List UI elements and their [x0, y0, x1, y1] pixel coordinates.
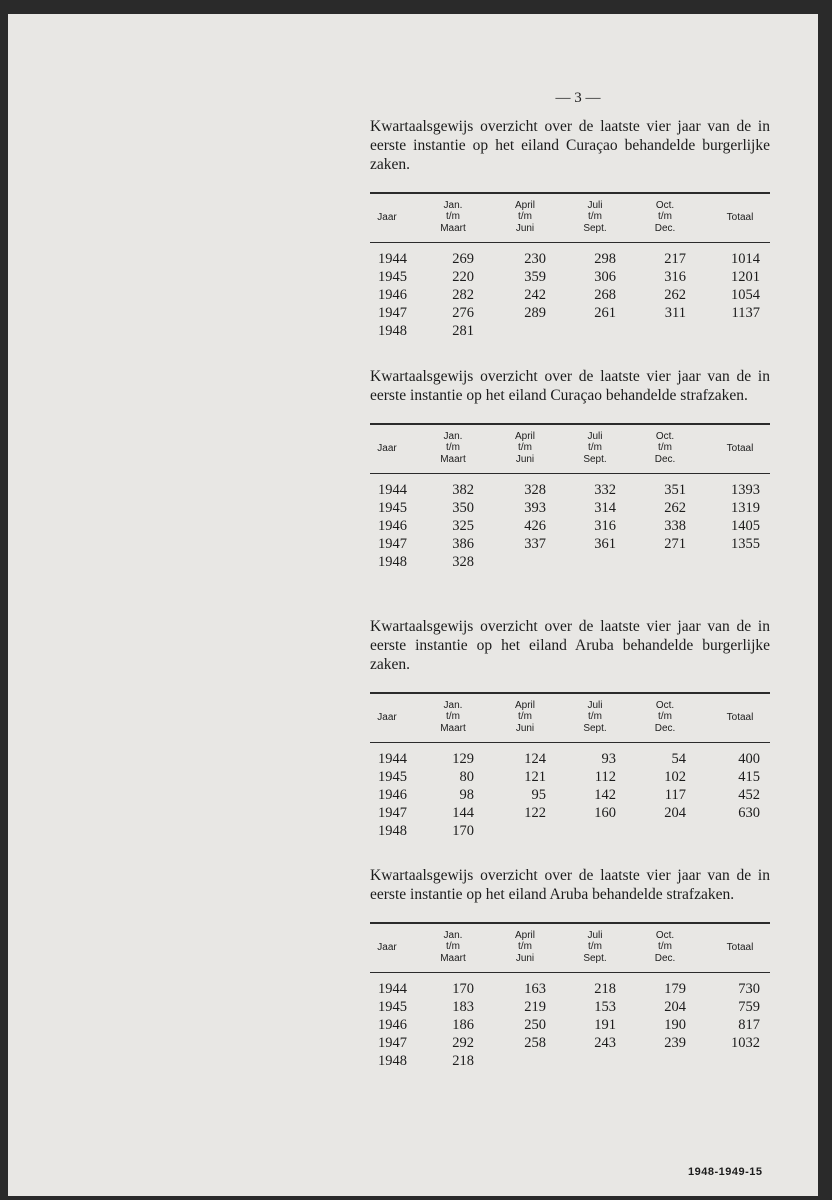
cell-total: 1201 — [731, 269, 760, 285]
table-row — [370, 1017, 770, 1035]
cell-year: 1948 — [378, 554, 407, 570]
cell-year: 1944 — [378, 981, 407, 997]
table-row — [370, 323, 770, 341]
header-q2: April t/m Juni — [514, 199, 535, 234]
cell-q4: 102 — [664, 769, 686, 785]
cell-year: 1944 — [378, 751, 407, 767]
cell-q4: 179 — [664, 981, 686, 997]
cell-q4: 217 — [664, 251, 686, 267]
cell-year: 1948 — [378, 823, 407, 839]
table-row — [370, 305, 770, 323]
section-aruba-criminal — [370, 866, 770, 1071]
data-table — [370, 423, 770, 572]
cell-q1: 281 — [452, 323, 474, 339]
table-row — [370, 482, 770, 500]
cell-year: 1947 — [378, 1035, 407, 1051]
table-row — [370, 518, 770, 536]
cell-q1: 325 — [452, 518, 474, 534]
table-body — [370, 243, 770, 341]
page-number: — 3 — — [555, 90, 601, 106]
cell-year: 1948 — [378, 1053, 407, 1069]
cell-total: 1393 — [731, 482, 760, 498]
cell-q4: 204 — [664, 999, 686, 1015]
cell-q1: 170 — [452, 981, 474, 997]
table-row — [370, 536, 770, 554]
cell-q4: 204 — [664, 805, 686, 821]
cell-q2: 95 — [531, 787, 546, 803]
header-q3: Juli t/m Sept. — [583, 929, 607, 964]
cell-q1: 186 — [452, 1017, 474, 1033]
cell-q4: 262 — [664, 500, 686, 516]
header-q4: Oct. t/m Dec. — [654, 430, 676, 465]
header-q3: Juli t/m Sept. — [583, 199, 607, 234]
header-q3: Juli t/m Sept. — [583, 699, 607, 734]
cell-q2: 337 — [524, 536, 546, 552]
cell-q3: 361 — [594, 536, 616, 552]
cell-year: 1947 — [378, 536, 407, 552]
cell-q4: 316 — [664, 269, 686, 285]
table-row — [370, 787, 770, 805]
cell-q3: 243 — [594, 1035, 616, 1051]
table-header — [370, 194, 770, 242]
header-q2: April t/m Juni — [514, 430, 535, 465]
section-curacao-civil — [370, 117, 770, 341]
cell-year: 1946 — [378, 287, 407, 303]
cell-year: 1946 — [378, 518, 407, 534]
section-curacao-criminal — [370, 367, 770, 572]
cell-q1: 328 — [452, 554, 474, 570]
cell-year: 1948 — [378, 323, 407, 339]
cell-q1: 386 — [452, 536, 474, 552]
cell-q2: 250 — [524, 1017, 546, 1033]
header-q4: Oct. t/m Dec. — [654, 199, 676, 234]
table-row — [370, 1035, 770, 1053]
cell-year: 1947 — [378, 305, 407, 321]
cell-total: 759 — [738, 999, 760, 1015]
cell-q3: 93 — [601, 751, 616, 767]
header-q4: Oct. t/m Dec. — [654, 929, 676, 964]
cell-q4: 239 — [664, 1035, 686, 1051]
cell-q1: 144 — [452, 805, 474, 821]
cell-q2: 359 — [524, 269, 546, 285]
cell-q1: 218 — [452, 1053, 474, 1069]
cell-total: 1054 — [731, 287, 760, 303]
data-table — [370, 192, 770, 341]
cell-total: 1405 — [731, 518, 760, 534]
table-row — [370, 751, 770, 769]
header-q2: April t/m Juni — [514, 929, 535, 964]
table-row — [370, 251, 770, 269]
cell-q1: 292 — [452, 1035, 474, 1051]
header-total: Totaal — [726, 711, 754, 723]
cell-q2: 230 — [524, 251, 546, 267]
table-row — [370, 269, 770, 287]
header-q1: Jan. t/m Maart — [440, 929, 466, 964]
cell-q1: 382 — [452, 482, 474, 498]
cell-q3: 314 — [594, 500, 616, 516]
table-row — [370, 554, 770, 572]
section-aruba-civil — [370, 617, 770, 841]
cell-q3: 268 — [594, 287, 616, 303]
cell-q4: 117 — [664, 787, 686, 803]
header-total: Totaal — [726, 941, 754, 953]
cell-q3: 298 — [594, 251, 616, 267]
cell-q1: 276 — [452, 305, 474, 321]
cell-total: 400 — [738, 751, 760, 767]
cell-year: 1944 — [378, 251, 407, 267]
table-header — [370, 694, 770, 742]
cell-total: 415 — [738, 769, 760, 785]
table-row — [370, 500, 770, 518]
cell-q3: 160 — [594, 805, 616, 821]
cell-q4: 190 — [664, 1017, 686, 1033]
cell-total: 452 — [738, 787, 760, 803]
cell-year: 1945 — [378, 769, 407, 785]
header-q1: Jan. t/m Maart — [440, 430, 466, 465]
cell-total: 817 — [738, 1017, 760, 1033]
cell-q3: 306 — [594, 269, 616, 285]
header-total: Totaal — [726, 442, 754, 454]
cell-q1: 220 — [452, 269, 474, 285]
cell-q2: 121 — [524, 769, 546, 785]
header-year: Jaar — [377, 442, 397, 454]
cell-q2: 258 — [524, 1035, 546, 1051]
table-row — [370, 1053, 770, 1071]
section-caption: Kwartaalsgewijs overzicht over de laatste vier jaar van de in eerste instantie op het eiland Aruba behandelde strafzaken. — [370, 867, 770, 903]
document-page — [8, 14, 818, 1196]
cell-year: 1945 — [378, 999, 407, 1015]
table-header — [370, 924, 770, 972]
cell-year: 1946 — [378, 787, 407, 803]
table-header — [370, 425, 770, 473]
cell-q1: 350 — [452, 500, 474, 516]
cell-total: 730 — [738, 981, 760, 997]
cell-q3: 142 — [594, 787, 616, 803]
cell-total: 1032 — [731, 1035, 760, 1051]
cell-q2: 219 — [524, 999, 546, 1015]
cell-q2: 328 — [524, 482, 546, 498]
header-q4: Oct. t/m Dec. — [654, 699, 676, 734]
cell-q2: 124 — [524, 751, 546, 767]
table-body — [370, 743, 770, 841]
section-caption: Kwartaalsgewijs overzicht over de laatste vier jaar van de in eerste instantie op het eiland Aruba behandelde burgerlijke zaken. — [370, 618, 770, 673]
cell-q4: 338 — [664, 518, 686, 534]
table-body — [370, 973, 770, 1071]
footer-code: 1948-1949-15 — [688, 1166, 763, 1178]
cell-q3: 316 — [594, 518, 616, 534]
cell-q4: 271 — [664, 536, 686, 552]
cell-q3: 218 — [594, 981, 616, 997]
header-year: Jaar — [377, 941, 397, 953]
section-caption: Kwartaalsgewijs overzicht over de laatste vier jaar van de in eerste instantie op het eiland Curaçao behandelde strafzaken. — [370, 368, 770, 404]
table-row — [370, 999, 770, 1017]
cell-year: 1944 — [378, 482, 407, 498]
cell-q1: 183 — [452, 999, 474, 1015]
cell-total: 1137 — [731, 305, 760, 321]
cell-q1: 80 — [459, 769, 474, 785]
cell-q2: 122 — [524, 805, 546, 821]
cell-q1: 282 — [452, 287, 474, 303]
cell-year: 1947 — [378, 805, 407, 821]
cell-q1: 98 — [459, 787, 474, 803]
table-row — [370, 769, 770, 787]
cell-q1: 170 — [452, 823, 474, 839]
data-table — [370, 922, 770, 1071]
cell-q3: 332 — [594, 482, 616, 498]
cell-q3: 191 — [594, 1017, 616, 1033]
header-year: Jaar — [377, 711, 397, 723]
cell-q4: 54 — [671, 751, 686, 767]
header-q3: Juli t/m Sept. — [583, 430, 607, 465]
cell-total: 1355 — [731, 536, 760, 552]
cell-total: 630 — [738, 805, 760, 821]
cell-q2: 242 — [524, 287, 546, 303]
cell-year: 1945 — [378, 269, 407, 285]
header-q2: April t/m Juni — [514, 699, 535, 734]
cell-q1: 269 — [452, 251, 474, 267]
cell-q2: 289 — [524, 305, 546, 321]
cell-year: 1946 — [378, 1017, 407, 1033]
data-table — [370, 692, 770, 841]
cell-q3: 153 — [594, 999, 616, 1015]
table-row — [370, 287, 770, 305]
cell-total: 1014 — [731, 251, 760, 267]
table-row — [370, 805, 770, 823]
cell-q4: 262 — [664, 287, 686, 303]
table-body — [370, 474, 770, 572]
cell-q3: 112 — [594, 769, 616, 785]
cell-total: 1319 — [731, 500, 760, 516]
cell-q1: 129 — [452, 751, 474, 767]
header-year: Jaar — [377, 211, 397, 223]
cell-q2: 163 — [524, 981, 546, 997]
header-total: Totaal — [726, 211, 754, 223]
table-row — [370, 823, 770, 841]
cell-q2: 393 — [524, 500, 546, 516]
cell-year: 1945 — [378, 500, 407, 516]
cell-q3: 261 — [594, 305, 616, 321]
section-caption: Kwartaalsgewijs overzicht over de laatste vier jaar van de in eerste instantie op het eiland Curaçao behandelde burgerlijke zaken. — [370, 118, 770, 173]
header-q1: Jan. t/m Maart — [440, 699, 466, 734]
cell-q2: 426 — [524, 518, 546, 534]
table-row — [370, 981, 770, 999]
header-q1: Jan. t/m Maart — [440, 199, 466, 234]
cell-q4: 351 — [664, 482, 686, 498]
cell-q4: 311 — [664, 305, 686, 321]
